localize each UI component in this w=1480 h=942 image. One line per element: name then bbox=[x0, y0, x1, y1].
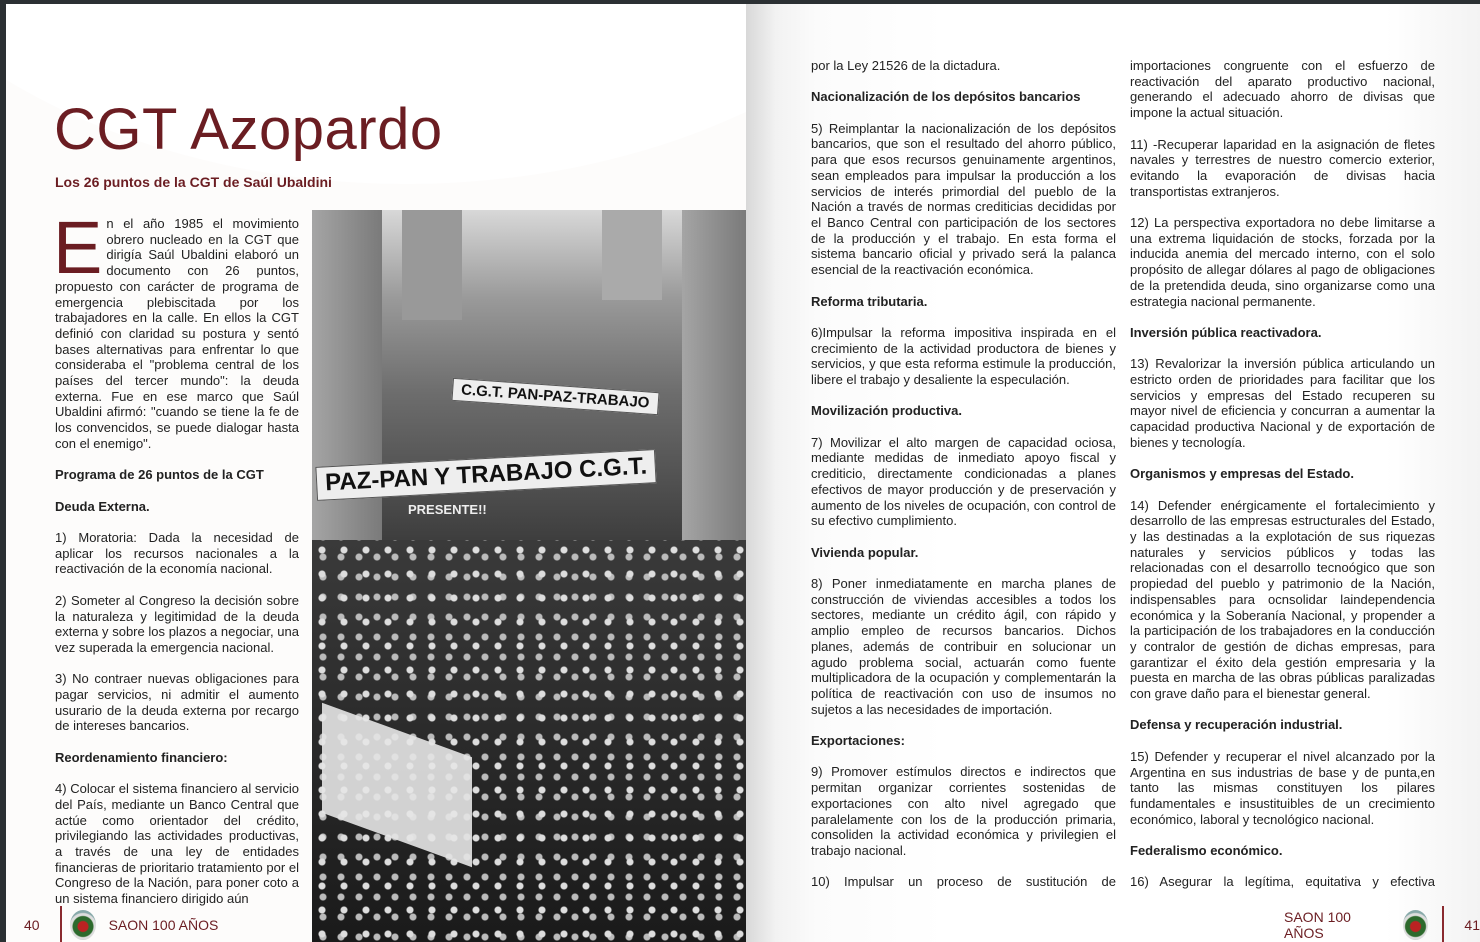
divider bbox=[1442, 906, 1444, 942]
point-13: 13) Revalorizar la inversión pública articulando un estricto orden de prioridades para facilitar que los servicios y empresas del Estado recuperen su mayor nivel de eficiencia y concurran a aumentar la capacidad productiva Nacional y de exportación de bienes y tecnología. bbox=[1130, 356, 1435, 450]
page-title: CGT Azopardo bbox=[54, 97, 443, 162]
section-heading: Exportaciones: bbox=[811, 733, 905, 749]
footer-label: SAON 100 AÑOS bbox=[108, 917, 219, 933]
paragraph: por la Ley 21526 de la dictadura. bbox=[811, 58, 1001, 73]
photo-banner: PRESENTE!! bbox=[408, 502, 487, 517]
point-3: 3) No contraer nuevas obligaciones para pagar servicios, ni admitir el aumento usurario de la deuda externa por recargo de intereses bancarios. bbox=[55, 671, 299, 734]
section-heading: Nacionalización de los depósitos bancarios bbox=[811, 89, 1081, 105]
section-heading: Reordenamiento financiero: bbox=[55, 749, 228, 765]
paragraph: importaciones congruente con el esfuerzo de reactivación del aparato productivo nacional, generando el adecuado ahorro de divisas que impone la actual situación. bbox=[1130, 58, 1435, 121]
section-heading: Organismos y empresas del Estado. bbox=[1130, 466, 1354, 482]
section-heading: Inversión pública reactivadora. bbox=[1130, 324, 1322, 340]
saon-logo-icon bbox=[1403, 910, 1429, 940]
left-page bbox=[6, 4, 746, 942]
building bbox=[312, 210, 382, 570]
point-7: 7) Movilizar el alto margen de capacidad ociosa, mediante medidas de inmediato apoyo fiscal y crediticio, directamente condicionadas a planes efectivos de mayor producción y de preservación y aumento de los niveles de ocupación, con control de su efectivo cumplimiento. bbox=[811, 434, 1116, 529]
photo-banner: PAZ-PAN Y TRABAJO C.G.T. bbox=[315, 449, 657, 501]
point-1: 1) Moratoria: Dada la necesidad de aplicar los recursos nacionales a la reactivación de la economía nacional. bbox=[55, 530, 299, 577]
building bbox=[402, 210, 462, 320]
point-11: 11) -Recuperar laparidad en la asignación de fletes navales y terrestres de nuestro comercio exterior, evitando la evaporación de divisas hacia transportistas extranjeros. bbox=[1130, 136, 1435, 199]
building bbox=[682, 210, 746, 540]
intro-text: n el año 1985 el movimiento obrero nucleado en la CGT que dirigía Saúl Ubaldini elaboró un documento con 26 puntos, propuesto con carácter de programa de emergencia plebiscitada por los trabajadores en la calle. En ellos la CGT definió con claridad su postura y sentó bases alternativas para enfrentar lo que consideraba el "problema central de los países del tercer mundo": la deuda externa. Fue en ese marco que Saúl Ubaldini afirmó: "cuando se tiene la fe de los convencidos, se puede dialogar hasta con el enemigo". bbox=[55, 216, 299, 451]
section-heading: Vivienda popular. bbox=[811, 544, 919, 560]
section-heading: Movilización productiva. bbox=[811, 403, 962, 419]
point-10: 10) Impulsar un proceso de sustitución de bbox=[811, 874, 1116, 890]
right-page bbox=[746, 4, 1480, 942]
point-14: 14) Defender enérgicamente el fortalecimiento y desarrollo de las empresas estructurales del Estado, y las destinadas a la explotación de sus riquezas naturales y servicios públicos y todas las relacionadas con el desarrollo tecnoógico que son propiedad del pueblo y patrimonio de la Nación, indispensables para ocnsolidar laindependencia económica y la Soberanía Nacional, y propender a la participación de los trabajadores en la conducción y contralor de gestión de dichas empresas, para garantizar el éxito dela gestión empresaria y la puesta en marcha de las obras públicas paralizadas con grave daño para el bienestar general. bbox=[1130, 497, 1435, 702]
point-16: 16) Asegurar la legítima, equitativa y efectiva bbox=[1130, 874, 1435, 890]
section-heading: Deuda Externa. bbox=[55, 498, 150, 514]
footer-label: SAON 100 AÑOS bbox=[1284, 909, 1351, 941]
point-2: 2) Someter al Congreso la decisión sobre la naturaleza y legitimidad de la deuda externa y sobre los plazos a negociar, una vez superada la emergencia nacional. bbox=[55, 592, 299, 655]
point-4: 4) Colocar el sistema financiero al servicio del País, mediante un Banco Central que actúe como orientador del crédito, privilegiando las actividades productivas, a través de una ley de entidades financieras de prioritario tratamiento por el Congreso de la Nación, para poner coto a un sistema financiero dirigido aún bbox=[55, 781, 299, 907]
right-footer bbox=[1284, 906, 1480, 942]
section-heading: Programa de 26 puntos de la CGT bbox=[55, 467, 264, 483]
page-subtitle: Los 26 puntos de la CGT de Saúl Ubaldini bbox=[55, 174, 332, 190]
point-8: 8) Poner inmediatamente en marcha planes de construcción de viviendas accesibles a todos los sectores, mediante un crédito ágil, con rápido y amplio empleo de recursos bancarios. Dichos planes, además de contribuir en solucionar un agudo problema social, actuarán como fuente multiplicadora de la ocupación y complementarán la política de reactivación con uso de insumos no sujetos a las necesidades de importación. bbox=[811, 576, 1116, 717]
page-number: 41 bbox=[1464, 917, 1480, 933]
protest-march-photo bbox=[312, 210, 746, 942]
point-9: 9) Promover estímulos directos e indirectos que permitan organizar corrientes sostenidas de exportaciones con alto nivel agregado que paralelamente con los de la producción primaria, consoliden la actividad económica y privilegien el trabajo nacional. bbox=[811, 764, 1116, 858]
intro-paragraph bbox=[53, 206, 299, 452]
drop-cap: E bbox=[53, 206, 103, 289]
left-footer bbox=[24, 906, 218, 942]
page-number: 40 bbox=[24, 917, 40, 933]
divider bbox=[60, 906, 62, 942]
right-column-2 bbox=[1130, 58, 1435, 906]
point-15: 15) Defender y recuperar el nivel alcanzado por la Argentina en sus industrias de base y de punta,en tanto las mismas constituyen los pilares fundamentales e insustituibles de un crecimiento económico, laboral y tecnológico nacional. bbox=[1130, 748, 1435, 827]
building bbox=[602, 210, 662, 300]
point-5: 5) Reimplantar la nacionalización de los depósitos bancarios, que son el resultado del ahorro público, para que esos recursos genuinamente argentinos, sean empleados para impulsar la producción a los servicios de interés primordial del pueblo de la Nación a través de normas crediticias decididas por el Banco Central con participación de los sectores de la producción y el trabajo. En esta forma el sistema bancario oficial y privado será la palanca esencial de la reactivación económica. bbox=[811, 120, 1116, 278]
saon-logo-icon bbox=[70, 910, 96, 940]
left-column bbox=[53, 206, 299, 923]
section-heading: Reforma tributaria. bbox=[811, 293, 928, 309]
right-column-1 bbox=[811, 58, 1116, 906]
point-6: 6)Impulsar la reforma impositiva inspirada en el crecimiento de la actividad productora de bienes y servicios, y que esta reforma estimule la producción, libere el trabajo y desaliente la especulación. bbox=[811, 324, 1116, 387]
section-heading: Defensa y recuperación industrial. bbox=[1130, 717, 1343, 733]
photo-banner: C.G.T. PAN-PAZ-TRABAJO bbox=[451, 378, 659, 415]
point-12: 12) La perspectiva exportadora no debe limitarse a una extrema liquidación de stocks, forzada por la inducida anemia del mercado interno, con el solo propósito de allegar dólares al pago de obligaciones de la pretendida deuda, sino organizarse como una estrategia nacional permanente. bbox=[1130, 215, 1435, 309]
section-heading: Federalismo económico. bbox=[1130, 843, 1283, 859]
